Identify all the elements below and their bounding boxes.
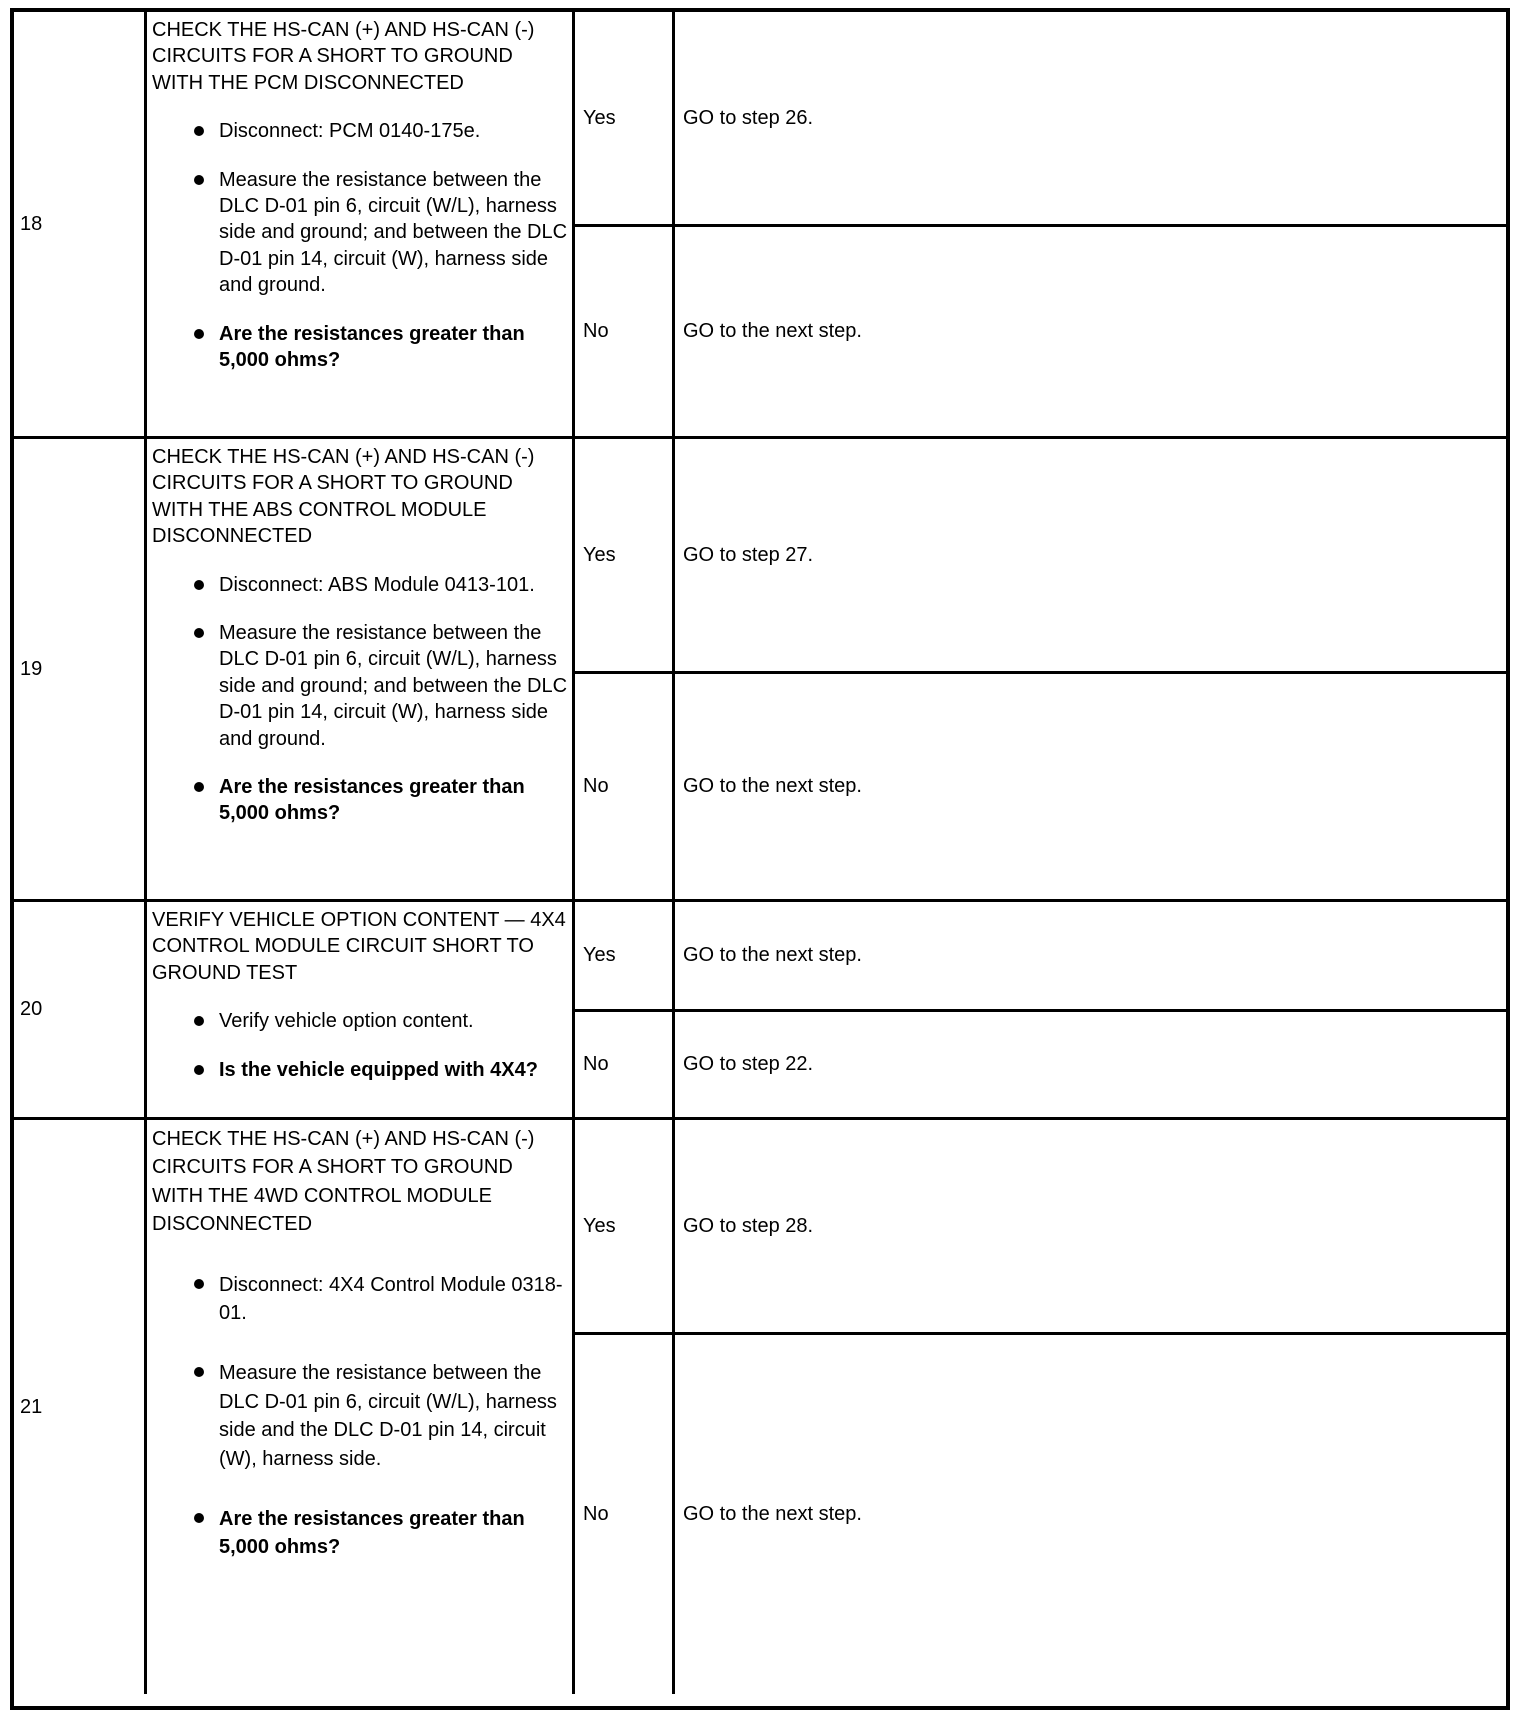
step-row-18 (14, 12, 1506, 436)
action-text: GO to the next step. (683, 775, 862, 797)
instruction-text: Verify vehicle option content. (219, 1010, 474, 1033)
answer-cell (572, 1120, 672, 1332)
result-row-no (572, 1332, 1506, 1694)
action-cell (672, 1335, 1506, 1694)
action-cell (672, 12, 1506, 224)
action-text: GO to the next step. (683, 1503, 862, 1525)
answer-text: Yes (583, 543, 616, 566)
action-cell (672, 902, 1506, 1009)
step-results (572, 12, 1506, 436)
bullet-icon (194, 126, 204, 136)
action-cell (672, 1120, 1506, 1332)
bullet-icon (194, 175, 204, 185)
step-description-cell (144, 12, 572, 436)
instruction-text: Disconnect: 4X4 Control Module 0318-01. (219, 1273, 563, 1324)
bullet-icon (194, 628, 204, 638)
step-results (572, 439, 1506, 899)
instruction-item (192, 1359, 568, 1473)
result-row-no (572, 224, 1506, 436)
bullet-icon (194, 580, 204, 590)
step-number: 20 (20, 998, 43, 1020)
step-row-21 (14, 1117, 1506, 1694)
answer-cell (572, 12, 672, 224)
answer-text: No (583, 1503, 609, 1525)
instruction-question (192, 1505, 568, 1562)
instruction-question (192, 1057, 568, 1083)
step-number: 21 (20, 1395, 43, 1418)
result-row-yes (572, 902, 1506, 1009)
answer-text: Yes (583, 106, 616, 129)
result-row-yes (572, 1120, 1506, 1332)
answer-cell (572, 1012, 672, 1117)
instruction-text: Are the resistances greater than 5,000 ohms? (219, 775, 525, 825)
instruction-item (192, 1008, 568, 1034)
step-title: VERIFY VEHICLE OPTION CONTENT — 4X4 CONTROL MODULE CIRCUIT SHORT TO GROUND TEST (152, 909, 566, 984)
instruction-item (192, 1271, 568, 1328)
bullet-icon (194, 329, 204, 339)
result-row-yes (572, 439, 1506, 671)
answer-cell (572, 227, 672, 436)
step-number: 19 (20, 657, 43, 680)
bullet-icon (194, 782, 204, 792)
step-description-cell (144, 439, 572, 899)
action-text: GO to step 28. (683, 1214, 814, 1237)
instruction-text: Measure the resistance between the DLC D-01 pin 6, circuit (W/L), harness side and ground; and between the DLC D-01 pin 14, circuit (W), harness side and ground. (219, 621, 568, 750)
answer-cell (572, 902, 672, 1009)
instruction-item (192, 167, 568, 299)
answer-text: Yes (583, 944, 616, 966)
answer-cell (572, 674, 672, 899)
instruction-text: Is the vehicle equipped with 4X4? (219, 1058, 538, 1081)
step-number-cell (14, 1120, 144, 1694)
action-text: GO to step 27. (683, 543, 814, 566)
step-instructions (192, 1008, 568, 1083)
step-results (572, 902, 1506, 1117)
answer-text: Yes (583, 1214, 616, 1237)
step-title: CHECK THE HS-CAN (+) AND HS-CAN (-) CIRCUITS FOR A SHORT TO GROUND WITH THE 4WD CONTROL MODULE DISCONNECTED (152, 1128, 535, 1236)
step-number-cell (14, 439, 144, 899)
action-text: GO to step 26. (683, 106, 814, 129)
instruction-item (192, 118, 568, 144)
step-title: CHECK THE HS-CAN (+) AND HS-CAN (-) CIRCUITS FOR A SHORT TO GROUND WITH THE ABS CONTROL MODULE DISCONNECTED (152, 446, 535, 548)
step-instructions (192, 118, 568, 373)
answer-text: No (583, 775, 609, 797)
instruction-text: Disconnect: ABS Module 0413-101. (219, 573, 535, 596)
action-cell (672, 1012, 1506, 1117)
instruction-question (192, 321, 568, 374)
step-results (572, 1120, 1506, 1694)
bullet-icon (194, 1279, 204, 1289)
step-row-19 (14, 436, 1506, 899)
answer-text: No (583, 1053, 609, 1075)
action-text: GO to the next step. (683, 944, 862, 966)
bullet-icon (194, 1016, 204, 1026)
instruction-text: Measure the resistance between the DLC D-01 pin 6, circuit (W/L), harness side and the DLC D-01 pin 14, circuit (W), harness side. (219, 1362, 557, 1470)
instruction-item (192, 572, 568, 598)
instruction-text: Disconnect: PCM 0140-175e. (219, 120, 481, 143)
step-description-cell (144, 1120, 572, 1694)
step-instructions (192, 572, 568, 827)
action-cell (672, 439, 1506, 671)
result-row-no (572, 1009, 1506, 1117)
result-row-no (572, 671, 1506, 899)
answer-text: No (583, 320, 609, 342)
instruction-item (192, 620, 568, 752)
instruction-text: Measure the resistance between the DLC D-01 pin 6, circuit (W/L), harness side and ground; and between the DLC D-01 pin 14, circuit (W), harness side and ground. (219, 168, 568, 297)
bullet-icon (194, 1065, 204, 1075)
bullet-icon (194, 1367, 204, 1377)
instruction-text: Are the resistances greater than 5,000 ohms? (219, 1507, 525, 1559)
answer-cell (572, 1335, 672, 1694)
action-text: GO to step 22. (683, 1053, 814, 1075)
step-description-cell (144, 902, 572, 1117)
step-title: CHECK THE HS-CAN (+) AND HS-CAN (-) CIRCUITS FOR A SHORT TO GROUND WITH THE PCM DISCONNECTED (152, 19, 535, 94)
instruction-question (192, 774, 568, 827)
action-text: GO to the next step. (683, 320, 862, 342)
action-cell (672, 674, 1506, 899)
step-instructions (192, 1271, 568, 1562)
pinpoint-test-table (10, 8, 1510, 1710)
step-number-cell (14, 902, 144, 1117)
instruction-text: Are the resistances greater than 5,000 ohms? (219, 322, 525, 371)
bullet-icon (194, 1513, 204, 1523)
result-row-yes (572, 12, 1506, 224)
answer-cell (572, 439, 672, 671)
step-number: 18 (20, 212, 43, 235)
action-cell (672, 227, 1506, 436)
step-number-cell (14, 12, 144, 436)
step-row-20 (14, 899, 1506, 1117)
